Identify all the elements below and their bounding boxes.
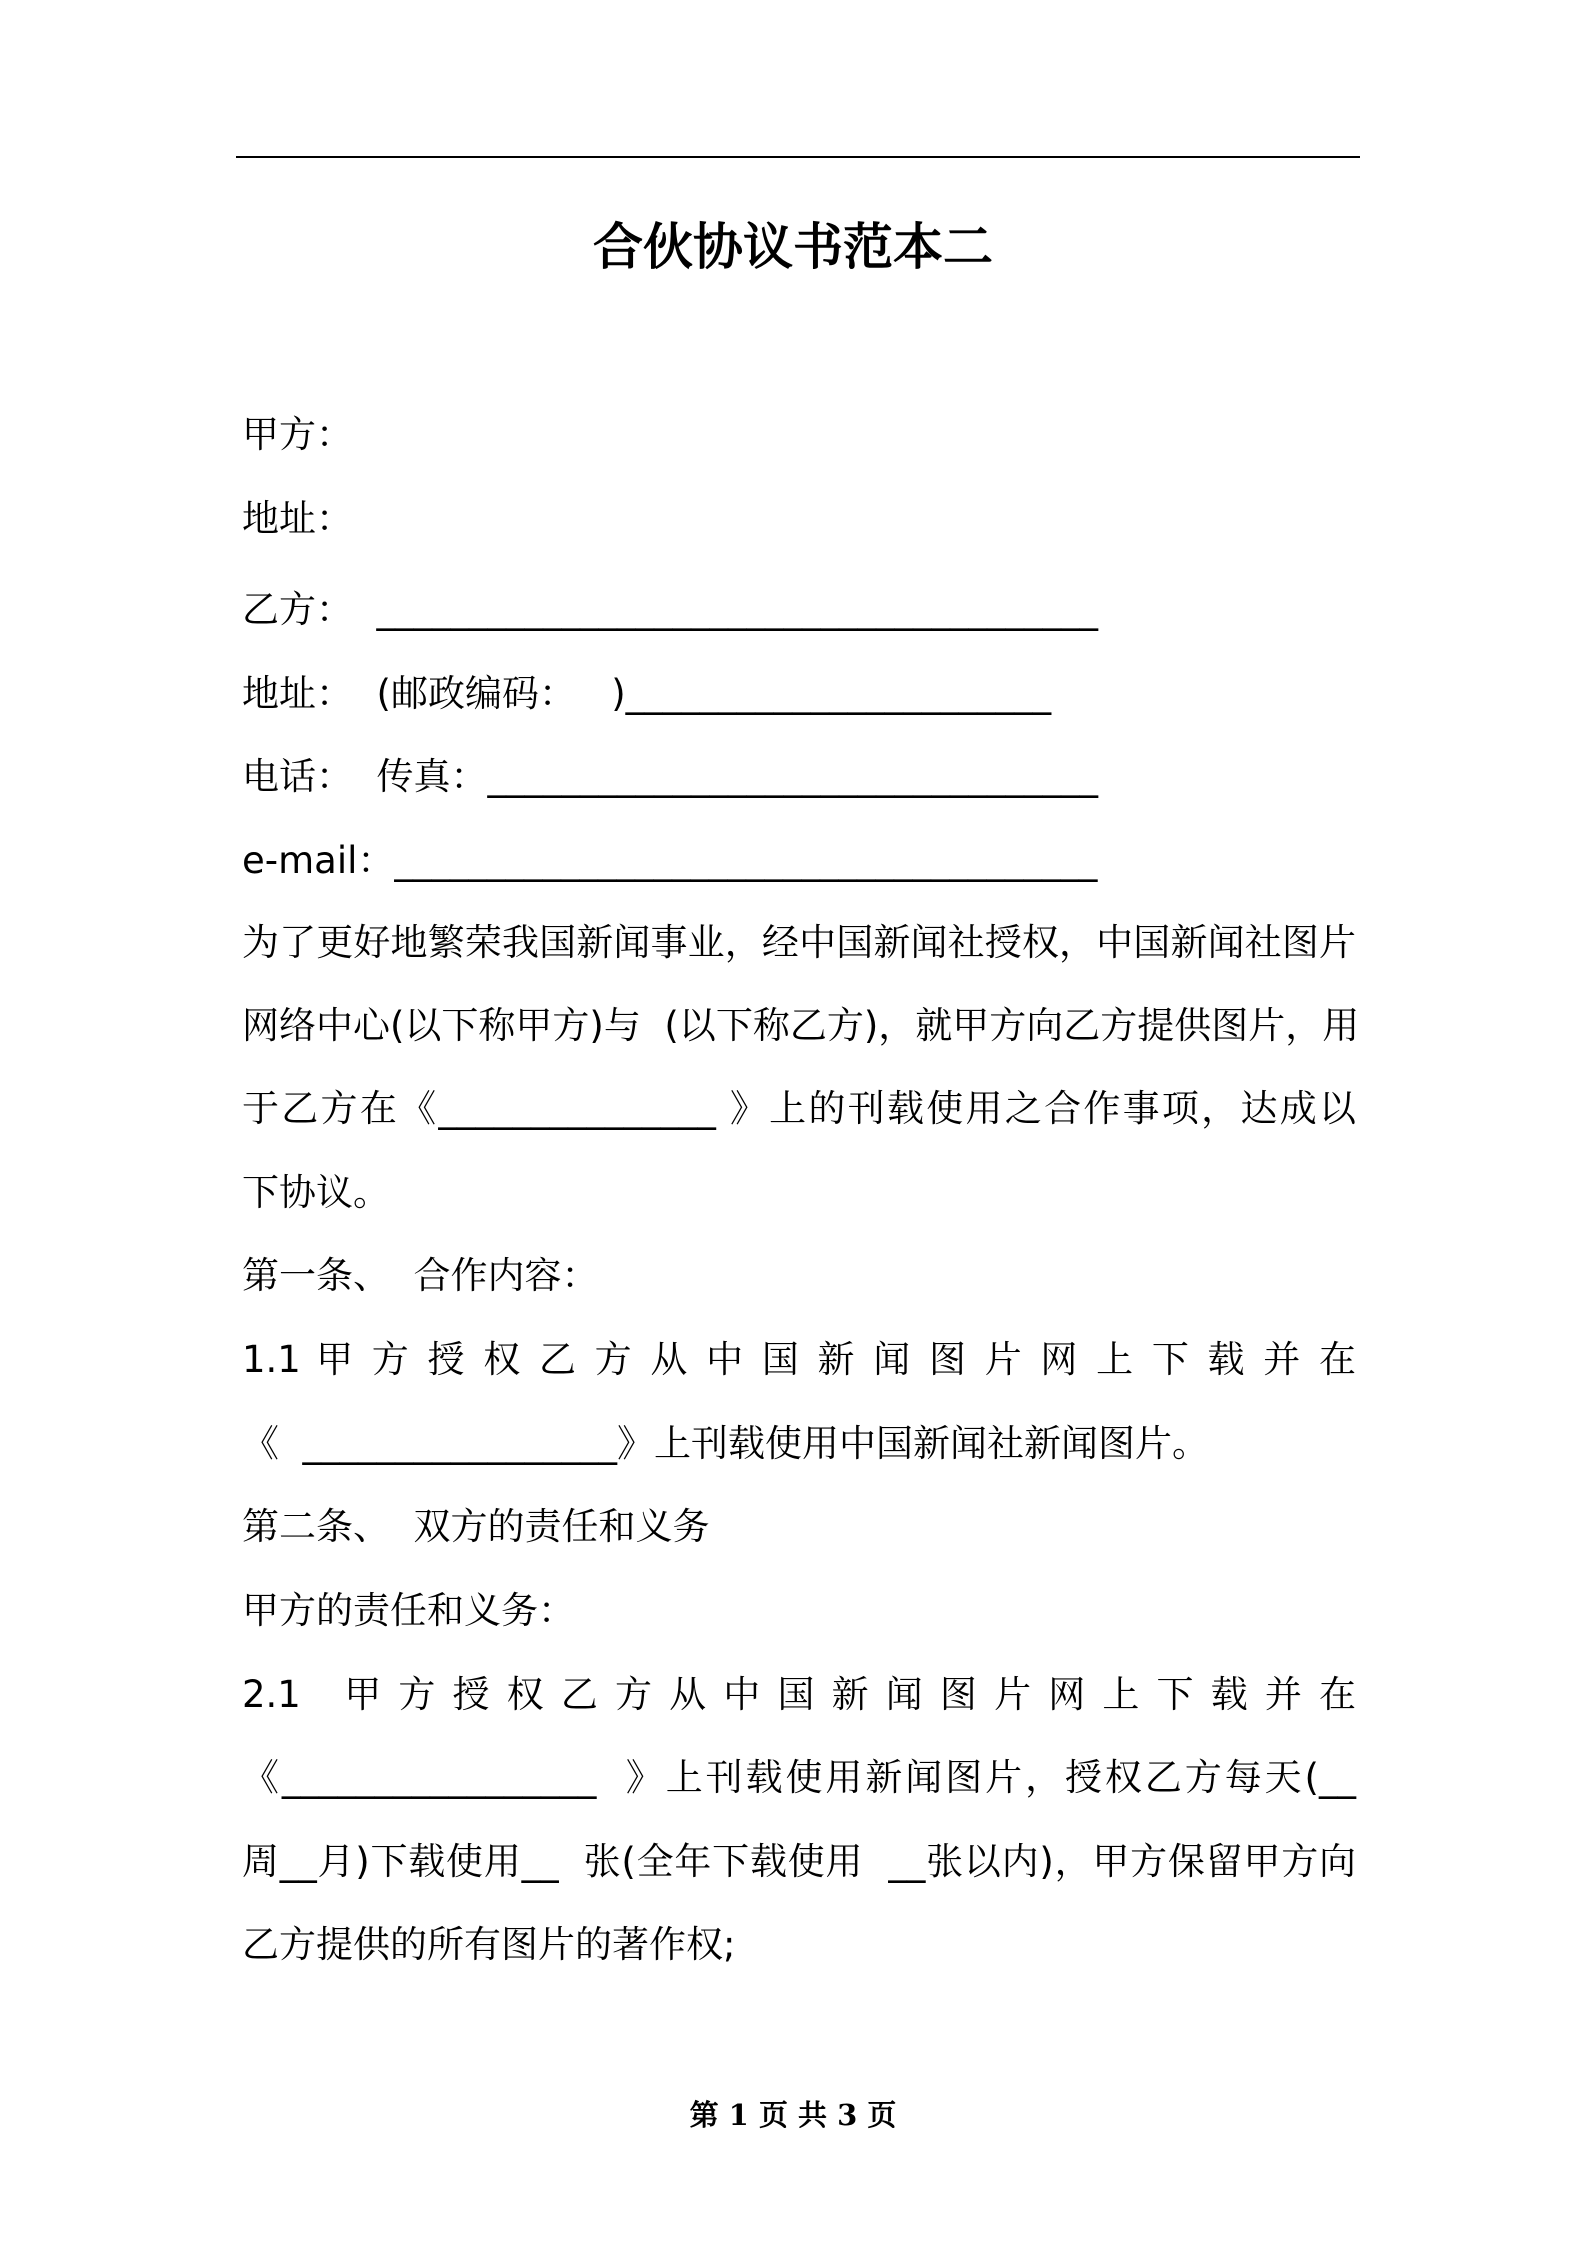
clause-2-1-line: 《_________________ 》上刊载使用新闻图片，授权乙方每天(__ (242, 1756, 1356, 1799)
party-a-duties-heading: 甲方的责任和义务： (242, 1589, 575, 1632)
email-line: e-mail：______________________________________ (242, 839, 1098, 882)
intro-paragraph-line: 网络中心(以下称甲方)与 (以下称乙方)，就甲方向乙方提供图片，用 (242, 1004, 1360, 1047)
clause-2-1-line: 乙方提供的所有图片的著作权; (242, 1923, 736, 1966)
document-title: 合伙协议书范本二 (593, 218, 993, 276)
clause-1-1-line: 1.1 甲 方 授 权 乙 方 从 中 国 新 闻 图 片 网 上 下 载 并 在 (242, 1338, 1356, 1381)
header-rule (236, 156, 1360, 158)
article-one-heading: 第一条、 合作内容： (242, 1254, 599, 1297)
party-a-address: 地址： (242, 497, 353, 540)
page-number-footer: 第 1 页 共 3 页 (689, 2098, 897, 2132)
party-b-label: 乙方： _______________________________________ (242, 588, 1099, 631)
intro-paragraph-line: 为了更好地繁荣我国新闻事业，经中国新闻社授权，中国新闻社图片 (242, 921, 1356, 964)
intro-paragraph-line: 下协议。 (242, 1171, 390, 1214)
party-a-label: 甲方： (242, 413, 353, 456)
clause-2-1-line: 2.1 甲 方 授 权 乙 方 从 中 国 新 闻 图 片 网 上 下 载 并 在 (242, 1673, 1356, 1716)
phone-fax-line: 电话： 传真：_________________________________ (242, 755, 1099, 798)
clause-2-1-line: 周__月)下载使用__ 张(全年下载使用 __张以内)，甲方保留甲方向 (242, 1840, 1356, 1883)
intro-paragraph-line: 于乙方在《_______________ 》上的刊载使用之合作事项，达成以 (242, 1087, 1356, 1130)
party-b-address: 地址： (邮政编码： )_______________________ (242, 672, 1052, 715)
clause-1-1-line: 《 _________________》上刊载使用中国新闻社新闻图片。 (242, 1422, 1210, 1465)
article-two-heading: 第二条、 双方的责任和义务 (242, 1505, 710, 1548)
